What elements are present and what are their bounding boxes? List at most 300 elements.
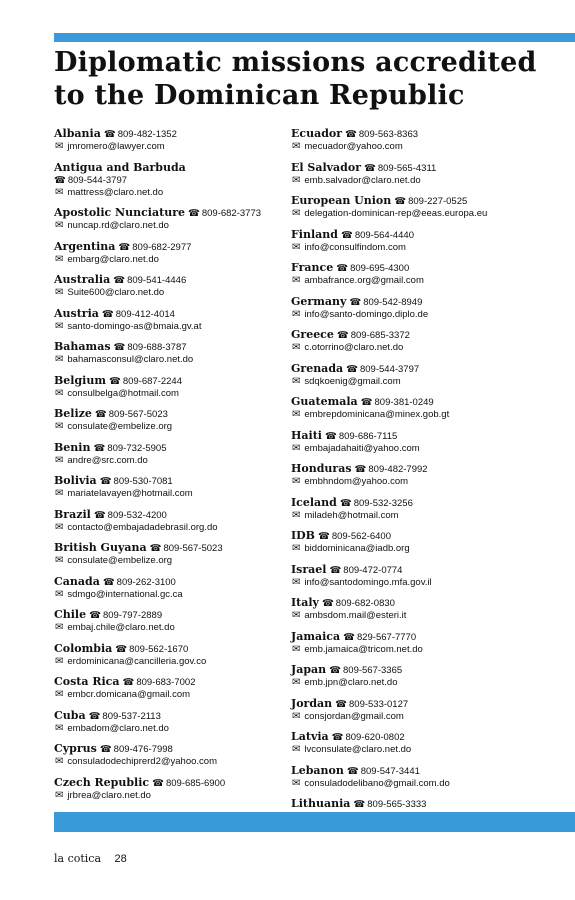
envelope-icon: ✉ [292,710,301,722]
country-name: Jordan [291,696,333,710]
phone-number[interactable]: 809-227-0525 [408,196,468,207]
country-name: Apostolic Nunciature [54,206,185,219]
phone-number[interactable]: 809-567-3365 [343,665,403,676]
mission-header-line [291,462,575,476]
telephone-icon: ☎ [113,275,126,286]
phone-number[interactable]: 809-533-0127 [349,698,409,710]
telephone-icon: ☎ [188,208,200,219]
email-line [291,778,575,790]
email-line [54,656,294,668]
page-title: Diplomatic missions accredited to the Dominican Republic [54,47,537,111]
mission-header-line [291,261,575,275]
mission-entry [54,642,294,668]
email-line [291,443,575,455]
country-name: Cyprus [54,742,97,755]
email-line [54,622,294,634]
country-name: Greece [291,328,334,341]
telephone-icon: ☎ [336,263,349,274]
email-line [291,242,575,254]
telephone-icon: ☎ [152,777,164,789]
envelope-icon: ✉ [292,543,301,554]
publication-name: la cotica [54,852,102,865]
email-line [291,409,575,421]
email-address[interactable]: info@santodomingo.mfa.gov.il [304,576,432,588]
mission-entry [291,596,575,622]
email-line [291,543,575,555]
mission-header-line [54,127,294,141]
country-name: Austria [54,306,99,320]
mission-header-line [54,407,294,421]
country-name: Finland [291,227,338,241]
email-line [291,711,575,723]
email-address[interactable]: Suite600@claro.net.do [67,287,165,298]
mission-header-line [54,742,294,756]
email-line [291,510,575,522]
telephone-icon: ☎ [89,610,101,621]
mission-entry [54,161,294,199]
country-name: Italy [291,596,319,609]
email-address[interactable]: sdqkoenig@gmail.com [304,375,401,387]
missions-column-right [291,127,575,831]
email-line [54,689,294,701]
mission-header-line [54,474,294,488]
email-address[interactable]: c.otorrino@claro.net.do [304,342,404,353]
email-address[interactable]: andre@src.com.do [67,454,148,466]
mission-entry [54,374,294,400]
email-address[interactable]: ambsdom.mail@esteri.it [304,610,407,621]
email-address[interactable]: biddominicana@iadb.org [304,543,410,554]
mission-entry [54,441,294,467]
envelope-icon: ✉ [292,275,301,286]
mission-entry [54,742,294,768]
email-address[interactable]: mattress@claro.net.do [67,186,164,198]
telephone-icon: ☎ [94,409,107,420]
envelope-icon: ✉ [55,555,64,566]
mission-entry [54,575,294,601]
mission-entry [54,508,294,534]
envelope-icon: ✉ [55,141,64,152]
email-address[interactable]: jmromero@lawyer.com [67,141,165,152]
phone-number[interactable]: 809-687-2244 [122,375,182,387]
page-number: 28 [114,853,127,865]
country-name: Lithuania [291,797,351,810]
telephone-icon: ☎ [394,196,407,207]
page-footer [54,852,127,865]
phone-number[interactable]: 829-567-7770 [356,631,417,643]
phone-number[interactable]: 809-682-2977 [132,241,192,253]
phone-line [54,175,294,187]
mission-header-line [291,362,575,376]
email-address[interactable]: ambafrance.org@gmail.com [304,275,424,286]
country-name: Antigua and Barbuda [54,160,186,174]
phone-number[interactable]: 809-547-3441 [360,765,420,777]
telephone-icon: ☎ [54,174,66,186]
email-address[interactable]: embhndom@yahoo.com [304,476,409,487]
envelope-icon: ✉ [55,655,64,667]
telephone-icon: ☎ [99,744,112,755]
telephone-icon: ☎ [108,375,121,387]
country-name: Japan [291,663,327,676]
country-name: Czech Republic [54,775,150,789]
email-line [54,723,294,735]
telephone-icon: ☎ [93,509,106,521]
mission-entry [291,328,575,354]
phone-number[interactable]: 809-537-2113 [102,710,161,722]
top-accent-bar [54,33,575,42]
mission-header-line [54,340,294,354]
envelope-icon: ✉ [292,141,301,152]
mission-header-line [291,630,575,644]
phone-number[interactable]: 809-683-7002 [136,677,196,688]
envelope-icon: ✉ [55,521,64,533]
phone-number[interactable]: 809-620-0802 [345,732,405,743]
phone-number[interactable]: 809-482-1352 [117,129,177,140]
country-name: Honduras [291,462,352,475]
email-line [291,744,575,756]
telephone-icon: ☎ [115,643,128,655]
mission-header-line [54,675,294,689]
country-name: Albania [54,127,101,140]
telephone-icon: ☎ [353,799,366,810]
country-name: El Salvador [291,160,361,174]
phone-number[interactable]: 809-682-3773 [201,208,262,219]
telephone-icon: ☎ [346,765,359,777]
mission-entry [291,663,575,689]
mission-entry [291,764,575,790]
phone-number[interactable]: 809-562-6400 [331,531,391,542]
envelope-icon: ✉ [55,454,64,466]
envelope-icon: ✉ [292,643,301,655]
mission-header-line [291,328,575,342]
email-address[interactable]: mariatelavayen@hotmail.com [67,488,193,499]
email-address[interactable]: nuncap.rd@claro.net.do [67,220,169,231]
mission-entry [291,395,575,421]
telephone-icon: ☎ [317,531,330,542]
email-address[interactable]: jrbrea@claro.net.do [67,789,151,801]
telephone-icon: ☎ [336,330,349,341]
email-address[interactable]: consuladodelibano@gmail.com.do [304,777,450,789]
phone-number[interactable]: 809-797-2889 [102,610,163,621]
envelope-icon: ✉ [55,756,64,767]
country-name: Bahamas [54,340,111,353]
email-address[interactable]: consulbelga@hotmail.com [67,387,179,399]
mission-entry [291,496,575,522]
email-address[interactable]: mecuador@yahoo.com [304,141,403,152]
country-name: France [291,261,334,274]
phone-number[interactable]: 809-567-5023 [108,409,168,420]
email-address[interactable]: delegation-dominican-rep@eeas.europa.eu [304,208,488,219]
phone-number[interactable]: 809-565-4311 [377,162,437,174]
country-name: Grenada [291,361,344,375]
envelope-icon: ✉ [292,241,301,253]
phone-number[interactable]: 809-381-0249 [374,397,434,408]
phone-number[interactable]: 809-532-4200 [107,509,167,521]
phone-number[interactable]: 809-565-3333 [367,799,427,810]
mission-header-line [54,776,294,790]
phone-number[interactable]: 809-412-4014 [115,308,175,320]
mission-header-line [291,395,575,409]
country-name: Chile [54,608,87,621]
email-line [291,141,575,153]
email-address[interactable]: info@consulfindom.com [304,241,406,253]
phone-number[interactable]: 809-685-3372 [350,330,410,341]
telephone-icon: ☎ [122,677,135,688]
envelope-icon: ✉ [55,354,64,365]
mission-entry [291,295,575,321]
email-address[interactable]: sdmgo@international.gc.ca [67,588,183,600]
envelope-icon: ✉ [292,174,301,186]
email-address[interactable]: emb.jamaica@tricom.net.do [304,643,423,655]
envelope-icon: ✉ [292,576,301,588]
phone-number[interactable]: 809-686-7115 [338,430,398,442]
email-line [291,677,575,689]
email-line [291,342,575,354]
email-line [54,187,294,199]
telephone-icon: ☎ [149,543,162,554]
phone-number[interactable]: 809-562-1670 [129,643,189,655]
phone-number[interactable]: 809-472-0774 [343,564,403,576]
mission-header-line [54,206,294,220]
email-address[interactable]: santo-domingo-as@bmaia.gv.at [67,320,202,332]
mission-header-line [291,764,575,778]
mission-entry [291,161,575,187]
email-line [54,254,294,266]
telephone-icon: ☎ [324,430,337,442]
email-address[interactable]: consuladodechiprerd2@yahoo.com [67,756,217,767]
phone-number[interactable]: 809-688-3787 [127,342,187,353]
envelope-icon: ✉ [292,308,301,320]
mission-header-line [291,697,575,711]
envelope-icon: ✉ [292,777,301,789]
telephone-icon: ☎ [102,576,115,588]
mission-entry [54,340,294,366]
mission-header-line [54,307,294,321]
country-name: Germany [291,294,347,308]
email-address[interactable]: emb.jpn@claro.net.do [304,677,398,688]
telephone-icon: ☎ [345,129,357,140]
telephone-icon: ☎ [93,442,106,454]
envelope-icon: ✉ [55,220,64,231]
mission-header-line [291,797,575,811]
email-address[interactable]: embcr.domicana@gmail.com [67,689,191,700]
envelope-icon: ✉ [292,677,301,688]
country-name: Costa Rica [54,675,120,688]
country-name: Lebanon [291,763,344,777]
country-name: Ecuador [291,127,343,140]
mission-header-line [54,441,294,455]
mission-header-line [291,194,575,208]
telephone-icon: ☎ [346,363,358,375]
email-address[interactable]: contacto@embajadadebrasil.org.do [67,521,218,533]
phone-number[interactable]: 809-732-5905 [107,442,167,454]
country-name: Iceland [291,495,337,509]
telephone-icon: ☎ [113,342,126,353]
email-line [54,522,294,534]
email-address[interactable]: embadom@claro.net.do [67,722,169,734]
mission-header-line [54,508,294,522]
phone-number[interactable]: 809-530-7081 [113,476,173,487]
email-line [54,321,294,333]
envelope-icon: ✉ [55,588,64,600]
phone-number[interactable]: 809-532-3256 [353,497,413,509]
email-line [291,175,575,187]
mission-entry [54,307,294,333]
mission-header-line [291,496,575,510]
telephone-icon: ☎ [360,397,373,408]
country-name: Jamaica [291,629,341,643]
email-address[interactable]: consulate@embelize.org [67,421,173,432]
email-line [291,309,575,321]
mission-entry [54,206,294,232]
email-line [54,790,294,802]
phone-number[interactable]: 809-567-5023 [163,543,223,554]
email-address[interactable]: erdominicana@cancilleria.gov.co [67,655,207,667]
envelope-icon: ✉ [292,375,301,387]
email-address[interactable]: embajadahaiti@yahoo.com [304,442,420,454]
email-line [291,476,575,488]
email-line [54,354,294,366]
country-name: IDB [291,529,315,542]
email-address[interactable]: emb.salvador@claro.net.do [304,174,421,186]
missions-column-left [54,127,294,809]
email-line [54,220,294,232]
country-name: Argentina [54,239,116,253]
telephone-icon: ☎ [339,497,352,509]
country-name: Haiti [291,428,322,442]
envelope-icon: ✉ [55,722,64,734]
phone-number[interactable]: 809-685-6900 [165,777,226,789]
country-name: Cuba [54,708,86,722]
telephone-icon: ☎ [103,129,116,140]
mission-entry [54,127,294,153]
country-name: Australia [54,273,111,286]
mission-entry [54,407,294,433]
mission-header-line [291,596,575,610]
mission-entry [291,730,575,756]
country-name: British Guyana [54,541,147,554]
country-name: Colombia [54,641,113,655]
envelope-icon: ✉ [55,186,64,198]
country-name: Guatemala [291,395,358,408]
mission-header-line [291,127,575,141]
country-name: Benin [54,440,91,454]
email-address[interactable]: consulate@embelize.org [67,555,173,566]
email-address[interactable]: lvconsulate@claro.net.do [304,744,412,755]
telephone-icon: ☎ [329,665,341,676]
mission-header-line [54,575,294,589]
email-address[interactable]: info@santo-domingo.diplo.de [304,308,429,320]
mission-entry [54,240,294,266]
phone-number[interactable]: 809-682-0830 [335,598,395,609]
mission-entry [291,462,575,488]
phone-number[interactable]: 809-541-4446 [127,275,187,286]
country-name: Israel [291,562,327,576]
mission-header-line [291,730,575,744]
email-address[interactable]: miladeh@hotmail.com [304,509,399,521]
email-address[interactable]: consjordan@gmail.com [304,710,404,722]
telephone-icon: ☎ [343,631,355,643]
telephone-icon: ☎ [364,162,376,174]
phone-number[interactable]: 809-542-8949 [363,296,423,308]
envelope-icon: ✉ [55,387,64,399]
mission-entry [54,474,294,500]
email-line [291,610,575,622]
mission-header-line [54,240,294,254]
envelope-icon: ✉ [292,610,301,621]
mission-entry [54,709,294,735]
country-name: Belgium [54,373,106,387]
email-address[interactable]: bahamasconsul@claro.net.do [67,354,194,365]
mission-header-line [291,429,575,443]
envelope-icon: ✉ [292,442,301,454]
envelope-icon: ✉ [55,689,64,700]
envelope-icon: ✉ [55,789,64,801]
country-name: Brazil [54,507,91,521]
mission-entry [291,630,575,656]
email-line [54,388,294,400]
mission-header-line [291,563,575,577]
email-address[interactable]: embaj.chile@claro.net.do [67,622,175,633]
email-line [54,589,294,601]
phone-number[interactable]: 809-476-7998 [113,744,173,755]
mission-header-line [291,295,575,309]
mission-entry [291,261,575,287]
email-line [291,208,575,220]
envelope-icon: ✉ [55,253,64,265]
mission-header-line [291,529,575,543]
phone-number[interactable]: 809-563-8363 [358,129,419,140]
mission-header-line [54,608,294,622]
envelope-icon: ✉ [292,342,301,353]
telephone-icon: ☎ [335,698,347,710]
mission-entry [291,429,575,455]
email-line [54,455,294,467]
mission-entry [291,127,575,153]
mission-header-line [291,663,575,677]
mission-header-line [54,541,294,555]
telephone-icon: ☎ [329,564,342,576]
envelope-icon: ✉ [55,421,64,432]
envelope-icon: ✉ [55,320,64,332]
country-name: Belize [54,407,92,420]
mission-entry [291,194,575,220]
mission-entry [291,529,575,555]
mission-header-line [54,642,294,656]
mission-header-line [54,273,294,287]
country-name: Latvia [291,730,329,743]
email-address[interactable]: embrepdominicana@minex.gob.gt [304,409,450,420]
email-line [54,756,294,768]
phone-number[interactable]: 809-262-3100 [116,576,176,588]
mission-entry [291,228,575,254]
telephone-icon: ☎ [99,476,112,487]
phone-number[interactable]: 809-564-4440 [354,229,414,241]
mission-header-line [291,161,575,175]
email-line [291,577,575,589]
phone-number[interactable]: 809-482-7992 [368,464,428,475]
telephone-icon: ☎ [349,296,362,308]
email-line [291,275,575,287]
telephone-icon: ☎ [321,598,334,609]
email-address[interactable]: embarg@claro.net.do [67,253,159,265]
phone-number[interactable]: 809-695-4300 [350,263,410,274]
mission-entry [54,675,294,701]
phone-number[interactable]: 809-544-3797 [67,174,128,186]
country-name: Canada [54,574,100,588]
phone-number[interactable]: 809-544-3797 [359,363,420,375]
telephone-icon: ☎ [118,241,131,253]
telephone-icon: ☎ [340,229,353,241]
